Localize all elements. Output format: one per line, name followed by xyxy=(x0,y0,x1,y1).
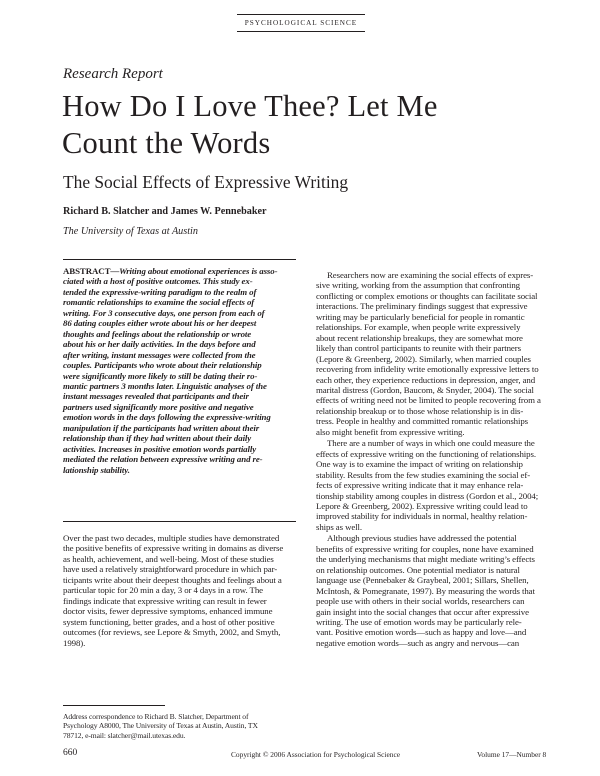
body-line: benefits of expressive writing for couples, none have examined xyxy=(316,543,534,554)
abstract-line: tended the expressive-writing paradigm to the realm of xyxy=(63,286,257,297)
body-line: 1998). xyxy=(63,637,86,648)
body-line: on relationship outcomes. One potential mediator is natural xyxy=(316,564,520,575)
abstract-line-text: Writing about emotional experiences is asso- xyxy=(119,266,278,276)
body-line: people use with others in their social worlds, researchers can xyxy=(316,596,525,607)
abstract xyxy=(63,266,296,475)
abstract-line: instant messages revealed that participants and their xyxy=(63,391,249,402)
body-line: Although previous studies have addressed the potential xyxy=(327,533,517,544)
body-line: (Lepore & Greenberg, 2002). Similarly, when married couples xyxy=(316,353,531,364)
abstract-top-rule xyxy=(63,259,296,260)
correspondence-note xyxy=(63,712,296,740)
abstract-line: couples. Participants who wrote about their relationship xyxy=(63,360,262,371)
body-line: Lepore & Greenberg, 2002). Expressive writing could lead to xyxy=(316,500,528,511)
body-line: also might benefit from expressive writing. xyxy=(316,426,465,437)
abstract-line: partners used significantly more positive and negative xyxy=(63,401,254,412)
journal-name: PSYCHOLOGICAL SCIENCE xyxy=(237,14,365,32)
body-line: interactions. The preliminary findings suggest that expressive xyxy=(316,301,528,312)
title-line: How Do I Love Thee? Let Me xyxy=(62,89,438,123)
abstract-label: ABSTRACT— xyxy=(63,266,120,276)
body-line: improved stability for individuals in normal, healthy relation- xyxy=(316,511,528,522)
abstract-line: about his or her daily activities. In the days before and xyxy=(63,339,256,350)
abstract-line: 86 dating couples either wrote about his or her deepest xyxy=(63,318,257,329)
author-affiliation: The University of Texas at Austin xyxy=(63,226,198,237)
body-line: likely than control participants to reunite with their partners xyxy=(316,343,521,354)
correspondence-line: Address correspondence to Richard B. Slatcher, Department of xyxy=(63,712,249,721)
abstract-line xyxy=(63,266,296,276)
body-line: fects of expressive writing indicate that it may enhance rela- xyxy=(316,480,524,491)
left-column-body xyxy=(63,533,296,648)
body-line: marital distress (Gordon, Baucom, & Snyder, 2004). The social xyxy=(316,384,534,395)
body-line: Over the past two decades, multiple studies have demonstrated xyxy=(63,533,280,543)
volume-issue: Volume 17—Number 8 xyxy=(477,750,547,759)
abstract-line: ciated with a host of positive outcomes. This study ex- xyxy=(63,276,253,287)
article-subtitle: The Social Effects of Expressive Writing xyxy=(63,172,349,192)
body-line: McIntosh, & Pomegranate, 1997). By measuring the words that xyxy=(316,585,535,596)
body-line: findings indicate that expressive writing can result in fewer xyxy=(63,595,267,606)
body-line: ships as well. xyxy=(316,521,363,532)
body-line: negative emotion words—such as angry and nervous—can xyxy=(316,637,520,648)
body-line: writing. The use of emotion words may be particularly rele- xyxy=(316,616,522,627)
body-line: doctor visits, fewer depressive symptoms, enhanced immune xyxy=(63,606,273,617)
page-number: 660 xyxy=(63,748,78,758)
body-line: There are a number of ways in which one could measure the xyxy=(327,438,535,449)
body-line: as health, achievement, and well-being. Most of these studies xyxy=(63,553,274,564)
abstract-line: romantic relationships to examine the social effects of xyxy=(63,297,255,308)
abstract-line: thoughts and feelings about the relationship or wrote xyxy=(63,328,252,339)
body-line: stability. Results from the few studies examining the social ef- xyxy=(316,469,531,480)
body-line: each other, they experience reductions in depression, anger, and xyxy=(316,374,536,385)
body-line: have used a relatively straightforward procedure in which par- xyxy=(63,564,278,575)
abstract-bottom-rule xyxy=(63,521,296,522)
body-line: vant. Positive emotion words—such as happy and love—and xyxy=(316,627,527,638)
body-line: conflicting or complex emotions or thoughts can facilitate social xyxy=(316,290,538,301)
author-list: Richard B. Slatcher and James W. Pennebaker xyxy=(63,206,267,217)
abstract-line: after writing, instant messages were collected from the xyxy=(63,349,256,360)
body-line: about recent relationship breakups, they are somewhat more xyxy=(316,332,523,343)
article-title xyxy=(62,88,522,162)
body-line: outcomes (for reviews, see Lepore & Smyth, 2002, and Smyth, xyxy=(63,627,281,638)
abstract-line: manipulation if the participants had written about their xyxy=(63,422,260,433)
footnote-rule xyxy=(63,705,165,706)
body-line: effects of expressive writing on the functioning of relationships. xyxy=(316,448,536,459)
body-line: ticipants write about their deepest thoughts and feelings about a xyxy=(63,574,282,585)
body-line: language use (Pennebaker & Graybeal, 2001; Sillars, Shellen, xyxy=(316,575,529,586)
body-line: relationship breakup or to those whose relationship is in dis- xyxy=(316,405,524,416)
body-line: system functioning, better grades, and a host of other positive xyxy=(63,616,275,627)
body-line: One way is to examine the impact of writing on relationship xyxy=(316,459,523,470)
body-line: relationships. For example, when people write expressively xyxy=(316,322,521,333)
body-line: writing may be particularly beneficial for people in romantic xyxy=(316,311,525,322)
abstract-line: relationship than if they had written about their daily xyxy=(63,433,252,444)
body-line: particular topic for 20 min a day, 3 or 4 days in a row. The xyxy=(63,585,263,596)
title-line: Count the Words xyxy=(62,126,271,160)
abstract-line: were significantly more likely to still be dating their ro- xyxy=(63,370,258,381)
abstract-line: lationship stability. xyxy=(63,464,130,475)
body-line: Researchers now are examining the social effects of expres- xyxy=(327,270,534,280)
article-type: Research Report xyxy=(63,66,163,82)
body-line: gain insight into the social changes that occur after expressive xyxy=(316,606,529,617)
body-line: tress. People in healthy and committed romantic relationships xyxy=(316,416,528,427)
body-line: the positive benefits of expressive writing in domains as diverse xyxy=(63,543,284,554)
right-column-body xyxy=(316,270,551,648)
abstract-line: mantic partners 3 months later. Linguistic analyses of the xyxy=(63,380,267,391)
abstract-line: activities. Increases in positive emotion words partially xyxy=(63,443,257,454)
correspondence-line: 78712, e-mail: slatcher@mail.utexas.edu. xyxy=(63,730,186,740)
body-line: sive writing, working from the assumption that confronting xyxy=(316,280,520,291)
abstract-line: mediated the relation between expressive writing and re- xyxy=(63,454,263,465)
body-line: the underlying mechanisms that might mediate writing’s effects xyxy=(316,554,535,565)
copyright-notice: Copyright © 2006 Association for Psychological Science xyxy=(231,750,401,759)
body-line: tionship stability among couples in distress (Gordon et al., 2004; xyxy=(316,490,539,501)
abstract-line: emotion words in the days following the expressive-writing xyxy=(63,412,271,423)
body-line: recovering from infidelity write emotionally expressive letters to xyxy=(316,364,539,375)
body-line: effects of writing need not be limited to people recovering from a xyxy=(316,395,541,406)
correspondence-line: Psychology A8000, The University of Texas at Austin, Austin, TX xyxy=(63,721,258,731)
abstract-line: writing. For 3 consecutive days, one person from each of xyxy=(63,307,265,318)
